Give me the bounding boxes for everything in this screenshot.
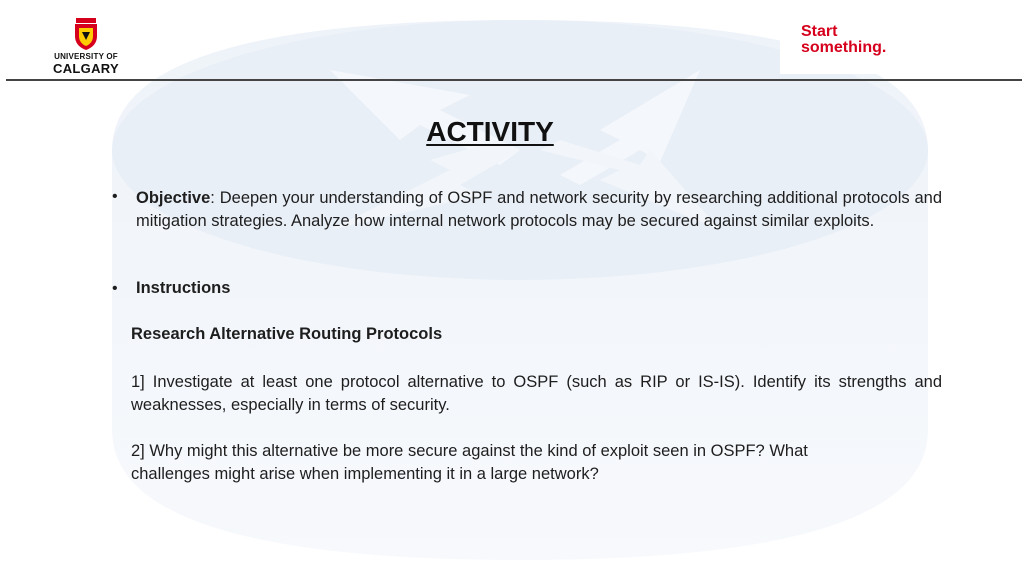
logo-text-line1: UNIVERSITY OF bbox=[54, 52, 118, 61]
objective-paragraph bbox=[136, 187, 942, 233]
instruction-step-2: 2] Why might this alternative be more secure against the kind of exploit seen in OSPF? What challenges might arise when implementing it in a large network? bbox=[131, 442, 808, 483]
bullet-icon: • bbox=[112, 188, 118, 205]
instructions-label: Instructions bbox=[136, 279, 231, 297]
slide-title: ACTIVITY bbox=[426, 116, 554, 147]
objective-text: : Deepen your understanding of OSPF and network security by researching additional protocols and mitigation strategies. Analyze how internal network protocols may be secured against similar exploits. bbox=[136, 189, 942, 230]
bullet-icon: • bbox=[112, 280, 118, 297]
start-logo-line2: something. bbox=[801, 39, 887, 56]
logo-text-line2: CALGARY bbox=[53, 61, 119, 76]
start-logo-line1: Start bbox=[801, 23, 838, 40]
objective-label: Objective bbox=[136, 189, 211, 207]
instruction-step-1: 1] Investigate at least one protocol alternative to OSPF (such as RIP or IS-IS). Identify its strengths and weaknesses, especially in terms of security. bbox=[131, 373, 942, 414]
research-subheading: Research Alternative Routing Protocols bbox=[131, 325, 443, 343]
